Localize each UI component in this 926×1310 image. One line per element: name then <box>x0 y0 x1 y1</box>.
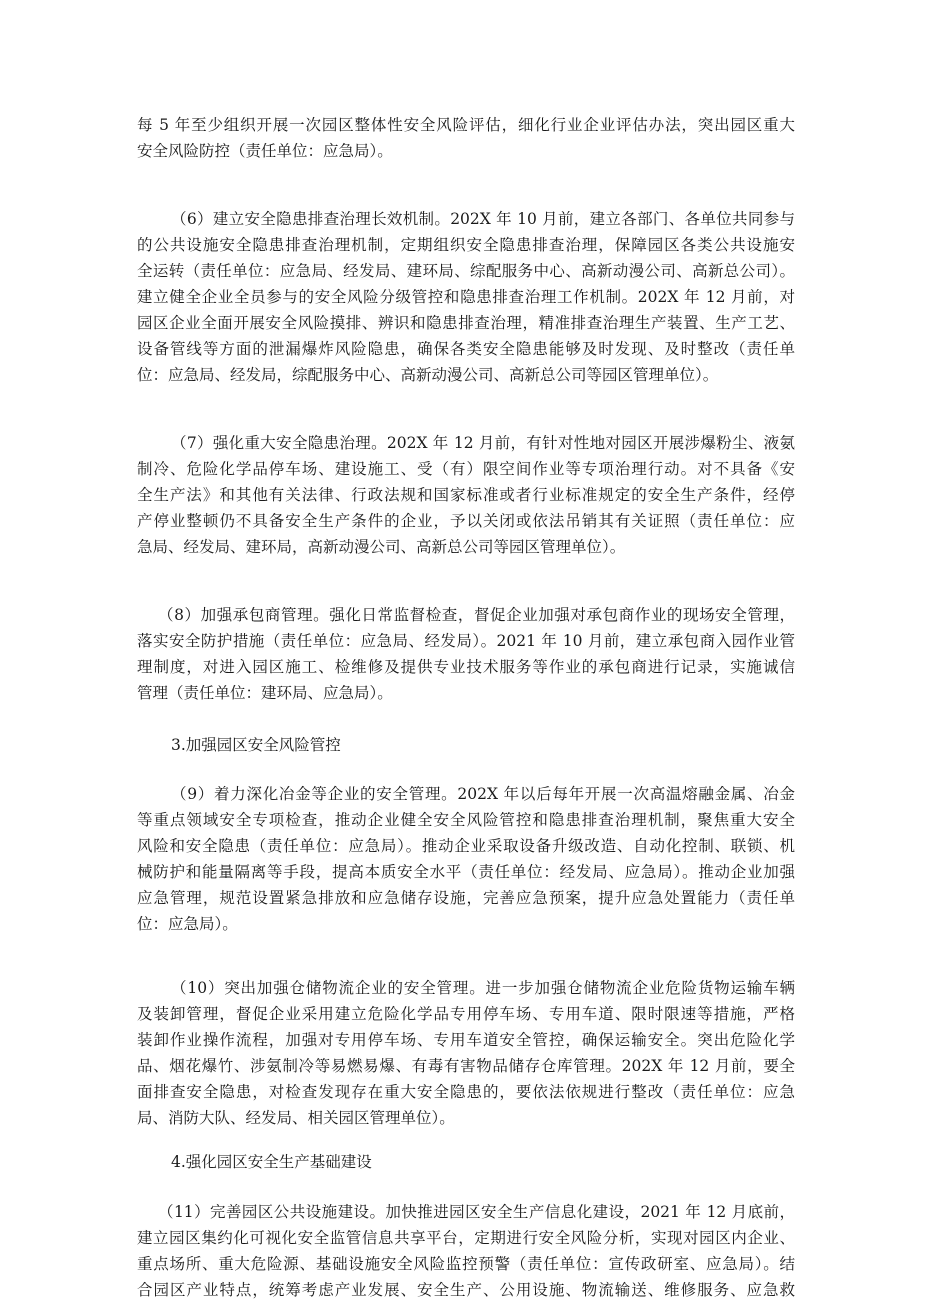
text-line: 位：应急局、经发局，综配服务中心、高新动漫公司、高新总公司等园区管理单位）。 <box>137 366 719 384</box>
text-line: 位：应急局）。 <box>137 915 238 933</box>
text-line: 落实安全防护措施（责任单位：应急局、经发局）。2021 年 10 月前，建立承包商入园作业管 <box>137 632 795 650</box>
text-line: 产停业整顿仍不具备安全生产条件的企业，予以关闭或依法吊销其有关证照（责任单位：应 <box>137 512 795 530</box>
text-line: 等重点领域安全专项检查，推动企业健全安全风险管控和隐患排查治理机制，聚焦重大安全 <box>137 811 795 829</box>
text-line: 建立园区集约化可视化安全监管信息共享平台，定期进行安全风险分析，实现对园区内企业、 <box>137 1229 795 1247</box>
text-line: 安全风险防控（责任单位：应急局）。 <box>137 142 393 160</box>
paragraph-10-first-line: （10）突出加强仓储物流企业的安全管理。进一步加强仓储物流企业危险货物运输车辆 <box>171 979 795 997</box>
text-line: 合园区产业特点，统筹考虑产业发展、安全生产、公用设施、物流输送、维修服务、应急救 <box>137 1281 795 1299</box>
paragraph-7-first-line: （7）强化重大安全隐患治理。202X 年 12 月前，有针对性地对园区开展涉爆粉尘、液氨 <box>171 434 795 452</box>
text-line: 管理（责任单位：建环局、应急局）。 <box>137 684 393 702</box>
text-line: 重点场所、重大危险源、基础设施安全风险监控预警（责任单位：宣传政研室、应急局）。结 <box>137 1255 795 1273</box>
text-line: 面排查安全隐患，对检查发现存在重大安全隐患的，要依法依规进行整改（责任单位：应急 <box>137 1083 795 1101</box>
text-line: 园区企业全面开展安全风险摸排、辨识和隐患排查治理，精准排查治理生产装置、生产工艺、 <box>137 314 795 332</box>
text-line: 设备管线等方面的泄漏爆炸风险隐患，确保各类安全隐患能够及时发现、及时整改（责任单 <box>137 340 795 358</box>
text-line: 建立健全企业全员参与的安全风险分级管控和隐患排查治理工作机制。202X 年 12 月前，对 <box>137 288 795 306</box>
paragraph-9-first-line: （9）着力深化冶金等企业的安全管理。202X 年以后每年开展一次高温熔融金属、冶金 <box>171 785 795 803</box>
text-line: 品、烟花爆竹、涉氨制冷等易燃易爆、有毒有害物品储存仓库管理。202X 年 12 月前，要全 <box>137 1057 795 1075</box>
text-line: 装卸作业操作流程，加强对专用停车场、专用车道安全管控，确保运输安全。突出危险化学 <box>137 1031 795 1049</box>
text-line: 及装卸管理，督促企业采用建立危险化学品专用停车场、专用车道、限时限速等措施，严格 <box>137 1005 795 1023</box>
text-line: 局、消防大队、经发局、相关园区管理单位）。 <box>137 1109 455 1127</box>
paragraph-6-first-line: （6）建立安全隐患排查治理长效机制。202X 年 10 月前，建立各部门、各单位共同参与 <box>171 210 795 228</box>
text-line: 每 5 年至少组织开展一次园区整体性安全风险评估，细化行业企业评估办法，突出园区重大 <box>137 116 795 134</box>
text-line: 风险和安全隐患（责任单位：应急局）。推动企业采取设备升级改造、自动化控制、联锁、机 <box>137 837 795 855</box>
text-line: 急局、经发局、建环局，高新动漫公司、高新总公司等园区管理单位）。 <box>137 538 626 556</box>
section-heading-3: 3.加强园区安全风险管控 <box>171 736 341 754</box>
paragraph-11-first-line: （11）完善园区公共设施建设。加快推进园区安全生产信息化建设，2021 年 12 月底前， <box>158 1203 795 1221</box>
text-line: 全运转（责任单位：应急局、经发局、建环局、综配服务中心、高新动漫公司、高新总公司）。 <box>137 262 795 280</box>
text-line: 全生产法》和其他有关法律、行政法规和国家标准或者行业标准规定的安全生产条件，经停 <box>137 486 795 504</box>
text-line: 理制度，对进入园区施工、检维修及提供专业技术服务等作业的承包商进行记录，实施诚信 <box>137 658 795 676</box>
paragraph-8-first-line: （8）加强承包商管理。强化日常监督检查，督促企业加强对承包商作业的现场安全管理， <box>158 606 795 624</box>
text-line: 应急管理，规范设置紧急排放和应急储存设施，完善应急预案，提升应急处置能力（责任单 <box>137 889 795 907</box>
text-line: 械防护和能量隔离等手段，提高本质安全水平（责任单位：经发局、应急局）。推动企业加强 <box>137 863 795 881</box>
text-line: 制冷、危险化学品停车场、建设施工、受（有）限空间作业等专项治理行动。对不具备《安 <box>137 460 795 478</box>
text-line: 的公共设施安全隐患排查治理机制，定期组织安全隐患排查治理，保障园区各类公共设施安 <box>137 236 795 254</box>
section-heading-4: 4.强化园区安全生产基础建设 <box>171 1153 372 1171</box>
